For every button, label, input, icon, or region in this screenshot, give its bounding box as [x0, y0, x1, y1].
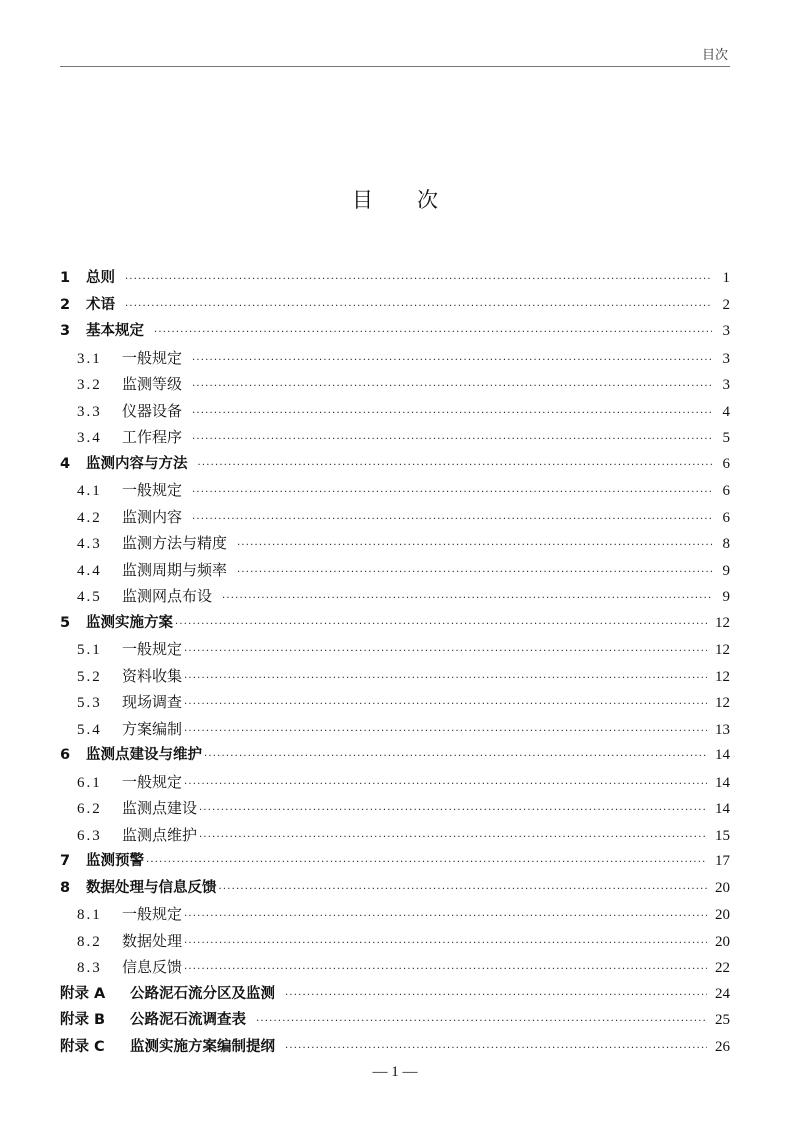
toc-entry[interactable]: [60, 371, 730, 398]
toc-entry[interactable]: [60, 1034, 730, 1061]
toc-entry-label: 仪器设备: [122, 401, 183, 420]
toc-entry-label: 资料收集: [122, 666, 183, 685]
toc-entry-number: 8.3: [77, 960, 102, 976]
toc-entry-number: 3.3: [77, 403, 102, 420]
toc-entry-number: 5: [60, 614, 71, 631]
toc-entry-page: 15: [715, 827, 730, 844]
toc-entry-label: 监测点维护: [122, 825, 198, 844]
toc-entry-label: 工作程序: [122, 428, 183, 446]
toc-entry[interactable]: [60, 477, 730, 504]
toc-entry[interactable]: [60, 954, 730, 981]
toc-dot-leader: [219, 877, 708, 904]
toc-entry-label: 监测预警: [86, 853, 144, 869]
toc-entry[interactable]: [60, 928, 730, 955]
toc-entry-number: 4.3: [77, 536, 102, 552]
toc-dot-leader: [237, 560, 712, 587]
toc-dot-leader: [184, 931, 707, 958]
toc-entry-page: 3: [722, 350, 730, 367]
toc-title: [0, 184, 790, 214]
toc-entry-number: 1: [60, 270, 71, 286]
toc-dot-leader: [184, 904, 707, 931]
toc-entry[interactable]: [60, 1007, 730, 1034]
toc-entry-label: 一般规定: [122, 481, 183, 499]
toc-entry-page: 1: [722, 270, 730, 286]
toc-entry-label: 公路泥石流调查表: [130, 1012, 246, 1028]
toc-dot-leader: [125, 267, 712, 294]
toc-entry[interactable]: [60, 530, 730, 557]
toc-dot-leader: [256, 1009, 707, 1036]
toc-entry-number: 5.1: [77, 642, 102, 658]
toc-entry-number: 6: [60, 747, 71, 763]
toc-entry[interactable]: [60, 742, 730, 769]
toc-entry-number: 2: [60, 296, 71, 313]
toc-entry-page: 9: [722, 562, 730, 579]
toc-dot-leader: [285, 983, 707, 1010]
toc-entry-page: 20: [715, 879, 730, 896]
toc-entry-label: 监测网点布设: [122, 587, 213, 605]
toc-dot-leader: [198, 453, 713, 480]
toc-entry-label: 一般规定: [122, 772, 183, 791]
header-rule: [60, 66, 730, 67]
toc-entry[interactable]: [60, 318, 730, 345]
toc-entry-label: 监测等级: [122, 375, 183, 393]
toc-entry-page: 4: [722, 403, 730, 420]
toc-dot-leader: [184, 772, 707, 799]
toc-list: [60, 265, 730, 1060]
toc-entry-label: 监测内容与方法: [86, 455, 188, 472]
toc-dot-leader: [154, 320, 712, 347]
toc-entry-page: 20: [715, 907, 730, 923]
toc-dot-leader: [199, 825, 707, 852]
toc-dot-leader: [192, 374, 712, 401]
toc-entry[interactable]: [60, 875, 730, 902]
toc-entry-label: 基本规定: [86, 323, 144, 339]
toc-dot-leader: [184, 639, 707, 666]
toc-entry-number: 4: [60, 455, 71, 472]
toc-dot-leader: [192, 427, 712, 454]
toc-entry-label: 现场调查: [122, 693, 183, 711]
toc-dot-leader: [199, 798, 707, 825]
toc-entry-page: 20: [715, 933, 730, 950]
toc-dot-leader: [204, 744, 707, 771]
toc-entry[interactable]: [60, 265, 730, 292]
toc-dot-leader: [146, 850, 707, 877]
toc-entry[interactable]: [60, 769, 730, 796]
toc-entry-number: 附录 B: [60, 1012, 106, 1028]
toc-entry[interactable]: [60, 848, 730, 875]
toc-entry[interactable]: [60, 345, 730, 372]
toc-entry[interactable]: [60, 822, 730, 849]
toc-entry-page: 12: [715, 642, 730, 658]
toc-entry-page: 12: [715, 614, 730, 631]
running-head: 目次: [701, 48, 728, 63]
toc-entry-page: 2: [722, 296, 730, 313]
toc-entry-page: 3: [722, 377, 730, 393]
toc-entry-page: 14: [715, 801, 730, 817]
toc-entry-number: 4.2: [77, 509, 102, 526]
toc-entry-number: 3.1: [77, 350, 102, 367]
toc-entry[interactable]: [60, 610, 730, 637]
toc-entry-page: 22: [715, 960, 730, 976]
toc-dot-leader: [175, 612, 707, 639]
toc-dot-leader: [184, 666, 707, 693]
toc-entry-number: 4.1: [77, 483, 102, 499]
toc-entry-page: 24: [715, 985, 730, 1002]
toc-entry-label: 一般规定: [122, 905, 183, 923]
toc-entry-page: 26: [715, 1038, 730, 1055]
toc-dot-leader: [125, 294, 712, 321]
toc-entry-number: 8: [60, 879, 71, 896]
toc-entry-number: 4.5: [77, 589, 102, 605]
toc-entry-number: 5.3: [77, 695, 102, 711]
toc-entry-label: 一般规定: [122, 348, 183, 367]
toc-entry-label: 监测内容: [122, 507, 183, 526]
toc-entry-label: 监测方法与精度: [122, 534, 228, 552]
toc-entry[interactable]: [60, 451, 730, 478]
toc-entry-label: 一般规定: [122, 640, 183, 658]
toc-entry-label: 方案编制: [122, 719, 183, 738]
toc-entry-number: 8.2: [77, 933, 102, 950]
toc-entry-number: 5.2: [77, 668, 102, 685]
toc-dot-leader: [237, 533, 712, 560]
toc-entry-label: 监测实施方案: [86, 614, 173, 631]
page-folio: — 1 —: [372, 1064, 418, 1080]
toc-dot-leader: [222, 586, 712, 613]
toc-entry-page: 3: [722, 323, 730, 339]
toc-entry-number: 8.1: [77, 907, 102, 923]
toc-entry-label: 总则: [86, 270, 115, 286]
toc-entry-label: 公路泥石流分区及监测: [130, 985, 275, 1002]
toc-entry[interactable]: [60, 636, 730, 663]
toc-entry-label: 监测周期与频率: [122, 560, 228, 579]
toc-dot-leader: [192, 401, 712, 428]
toc-entry-label: 数据处理: [122, 931, 183, 950]
toc-entry-number: 4.4: [77, 562, 102, 579]
toc-entry-page: 14: [715, 747, 730, 763]
toc-entry-page: 6: [722, 455, 730, 472]
toc-entry[interactable]: [60, 424, 730, 451]
toc-entry[interactable]: [60, 716, 730, 743]
toc-entry-label: 信息反馈: [122, 958, 183, 976]
toc-entry-page: 6: [722, 483, 730, 499]
toc-dot-leader: [285, 1036, 707, 1063]
toc-entry-number: 3: [60, 323, 71, 339]
toc-entry-number: 6.2: [77, 801, 102, 817]
toc-entry[interactable]: [60, 689, 730, 716]
toc-entry[interactable]: [60, 901, 730, 928]
toc-entry-number: 附录 C: [60, 1038, 105, 1055]
toc-entry-page: 12: [715, 695, 730, 711]
toc-entry-label: 监测点建设与维护: [86, 747, 202, 763]
toc-entry-label: 监测点建设: [122, 799, 198, 817]
toc-entry-page: 6: [722, 509, 730, 526]
toc-entry-number: 6.1: [77, 774, 102, 791]
toc-entry-page: 13: [715, 721, 730, 738]
toc-entry[interactable]: [60, 292, 730, 319]
toc-entry-page: 9: [722, 589, 730, 605]
toc-entry-page: 14: [715, 774, 730, 791]
toc-entry-page: 5: [722, 430, 730, 446]
toc-entry[interactable]: [60, 398, 730, 425]
toc-entry[interactable]: [60, 583, 730, 610]
toc-dot-leader: [184, 719, 707, 746]
toc-entry-page: 8: [722, 536, 730, 552]
toc-entry-page: 12: [715, 668, 730, 685]
toc-title-part1: 目: [352, 188, 373, 212]
toc-dot-leader: [184, 692, 707, 719]
toc-entry[interactable]: [60, 981, 730, 1008]
toc-entry-number: 6.3: [77, 827, 102, 844]
toc-entry-label: 监测实施方案编制提纲: [130, 1038, 275, 1055]
toc-entry-number: 7: [60, 853, 71, 869]
toc-dot-leader: [192, 507, 712, 534]
toc-entry[interactable]: [60, 504, 730, 531]
toc-entry-label: 术语: [86, 296, 115, 313]
toc-dot-leader: [192, 480, 712, 507]
toc-title-part2: 次: [417, 188, 438, 212]
toc-entry[interactable]: [60, 795, 730, 822]
toc-entry-number: 5.4: [77, 721, 102, 738]
toc-entry-number: 3.4: [77, 430, 102, 446]
toc-dot-leader: [192, 348, 712, 375]
toc-entry-page: 25: [715, 1012, 730, 1028]
toc-entry[interactable]: [60, 663, 730, 690]
toc-entry-page: 17: [715, 853, 730, 869]
toc-entry-number: 附录 A: [60, 985, 106, 1002]
toc-entry-label: 数据处理与信息反馈: [86, 879, 217, 896]
toc-entry[interactable]: [60, 557, 730, 584]
toc-entry-number: 3.2: [77, 377, 102, 393]
